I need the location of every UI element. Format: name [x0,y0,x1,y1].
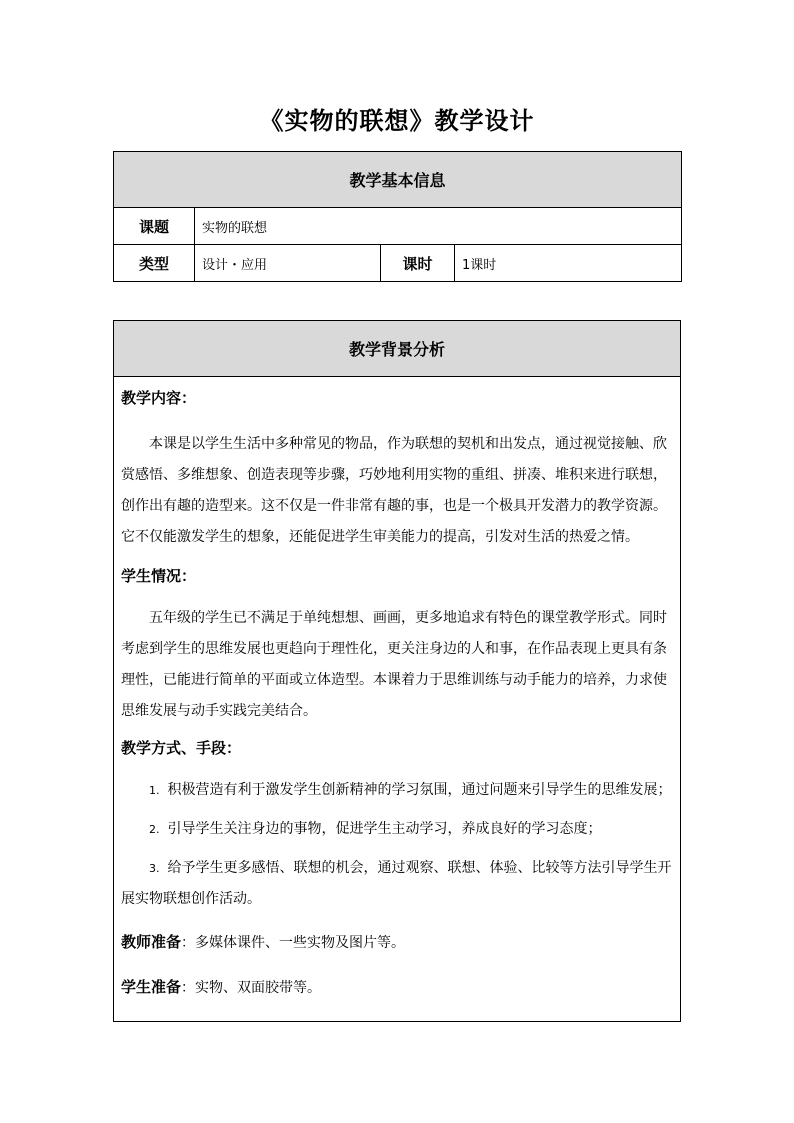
content-paragraph: 本课是以学生生活中多种常见的物品，作为联想的契机和出发点，通过视觉接触、欣赏感悟、多维想象、创造表现等步骤，巧妙地利用实物的重组、拼凑、堆积来进行联想，创作出有趣的造型来。这不仅是一件非常有趣的事，也是一个极具开发潜力的教学资源。它不仅能激发学生的想象，还能促进学生审美能力的提高，引发对生活的热爱之情。 [121,436,667,545]
type-label: 类型 [114,245,195,282]
topic-label: 课题 [114,208,195,245]
method-text: 给予学生更多感悟、联想的机会，通过观察、联想、体验、比较等方法引导学生开展实物联想创作活动。 [121,860,672,907]
type-value: 设计・应用 [195,245,381,282]
method-text: 积极营造有利于激发学生创新精神的学习氛围，通过问题来引导学生的思维发展； [167,782,672,798]
hours-value: 1课时 [455,245,682,282]
method-number: 3. [149,862,160,875]
background-header: 教学背景分析 [114,321,681,377]
students-paragraph: 五年级的学生已不满足于单纯想想、画画，更多地追求有特色的课堂教学形式。同时考虑到学生的思维发展也更趋向于理性化，更关注身边的人和事，在作品表现上更具有条理性，已能进行简单的平面或立体造型。本课着力于思维训练与动手能力的培养，力求使思维发展与动手实践完美结合。 [121,610,667,719]
students-heading: 学生情况： [121,567,197,585]
method-item [121,814,674,845]
method-number: 2. [149,823,160,836]
hours-label: 课时 [381,245,455,282]
method-number: 1. [149,784,160,797]
method-item [121,775,674,806]
teacher-prep-text: ：多媒体课件、一些实物及图片等。 [181,935,406,951]
method-item [121,853,674,915]
background-content [114,377,681,1022]
content-heading: 教学内容： [121,389,197,407]
method-text: 引导学生关注身边的事物，促进学生主动学习，养成良好的学习态度； [167,821,602,837]
basic-info-header: 教学基本信息 [114,152,682,208]
topic-value: 实物的联想 [195,208,682,245]
student-prep-label: 学生准备 [121,978,182,996]
teacher-prep [121,929,674,956]
page-title: 《实物的联想》教学设计 [259,106,535,135]
methods-heading: 教学方式、手段： [121,739,242,757]
student-prep-text: ：实物、双面胶带等。 [181,980,322,996]
teacher-prep-label: 教师准备 [121,933,182,951]
student-prep [121,974,674,1001]
basic-info-table [113,151,682,282]
background-table [113,320,681,1022]
